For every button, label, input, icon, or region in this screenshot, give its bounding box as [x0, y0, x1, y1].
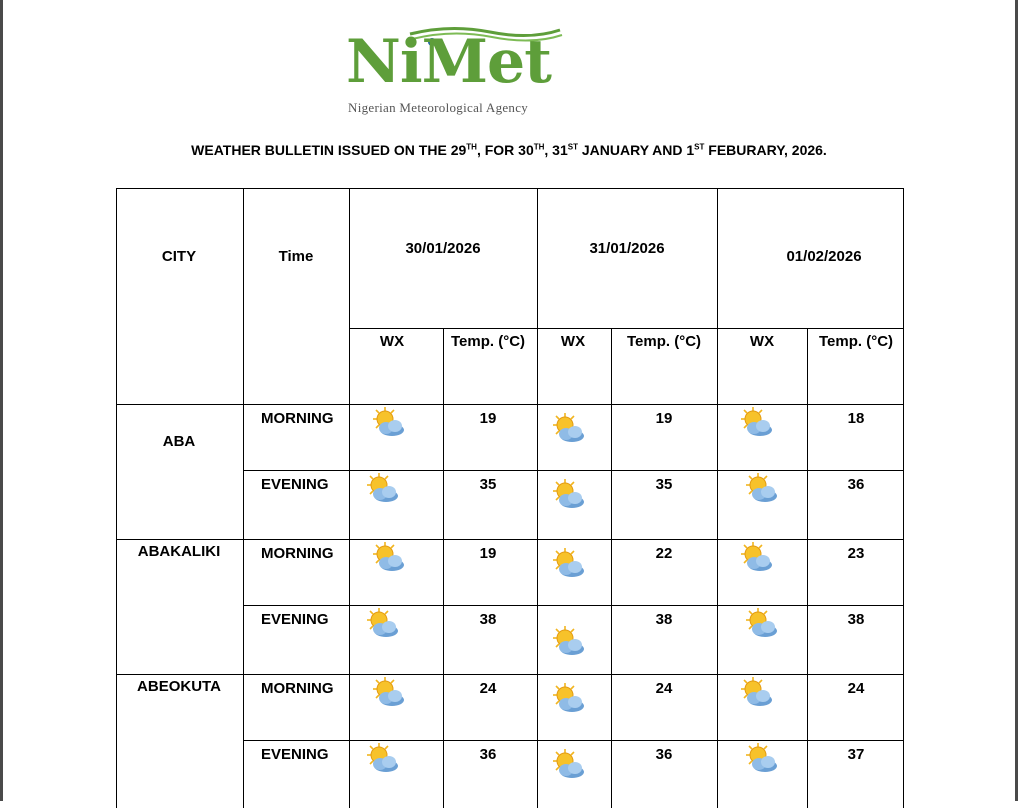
partly-cloudy-icon	[364, 742, 400, 776]
partly-cloudy-icon	[738, 676, 774, 710]
temperature-value: 36	[655, 746, 673, 763]
period-divider-rule	[243, 740, 904, 741]
city-name: ABEOKUTA	[137, 678, 221, 695]
period-label: EVENING	[261, 611, 329, 628]
wx-header: WX	[749, 333, 775, 350]
partly-cloudy-icon	[550, 547, 586, 581]
temp-header: Temp. (°C)	[626, 333, 702, 350]
date-header: 30/01/2026	[405, 240, 481, 257]
partly-cloudy-icon	[743, 742, 779, 776]
partly-cloudy-icon	[738, 541, 774, 575]
temperature-value: 23	[847, 545, 865, 562]
partly-cloudy-icon	[743, 472, 779, 506]
subheader-rule	[349, 328, 904, 329]
period-label: MORNING	[261, 680, 334, 697]
table-left-border	[116, 188, 117, 808]
page-edge-left	[0, 0, 3, 801]
temperature-value: 22	[655, 545, 673, 562]
temperature-value: 24	[847, 680, 865, 697]
wx-temp-divider-rule	[807, 328, 808, 808]
partly-cloudy-icon	[370, 406, 406, 440]
city-divider-rule	[116, 539, 904, 540]
temperature-value: 35	[655, 476, 673, 493]
date-divider-rule	[717, 188, 718, 808]
date-header: 31/01/2026	[589, 240, 665, 257]
partly-cloudy-icon	[364, 607, 400, 641]
city-name: ABAKALIKI	[137, 543, 221, 560]
logo-wordmark: NiMet	[346, 27, 551, 97]
city-divider-rule	[116, 674, 904, 675]
partly-cloudy-icon	[743, 607, 779, 641]
partly-cloudy-icon	[550, 412, 586, 446]
partly-cloudy-icon	[550, 682, 586, 716]
temperature-value: 18	[847, 410, 865, 427]
partly-cloudy-icon	[364, 472, 400, 506]
city-name: ABA	[162, 433, 196, 450]
time-column-rule	[349, 188, 350, 808]
partly-cloudy-icon	[738, 406, 774, 440]
temperature-value: 24	[655, 680, 673, 697]
wx-header: WX	[379, 333, 405, 350]
period-divider-rule	[243, 470, 904, 471]
time-header: Time	[278, 248, 314, 265]
temperature-value: 36	[847, 476, 865, 493]
period-divider-rule	[243, 605, 904, 606]
temperature-value: 19	[479, 545, 497, 562]
date-header: 01/02/2026	[786, 248, 862, 265]
city-header: CITY	[161, 248, 197, 265]
partly-cloudy-icon	[550, 748, 586, 782]
temperature-value: 38	[655, 611, 673, 628]
temp-header: Temp. (°C)	[450, 333, 526, 350]
temperature-value: 19	[479, 410, 497, 427]
wx-temp-divider-rule	[611, 328, 612, 808]
partly-cloudy-icon	[550, 625, 586, 659]
nimet-logo	[340, 22, 570, 122]
wx-header: WX	[560, 333, 586, 350]
bulletin-title: WEATHER BULLETIN ISSUED ON THE 29TH, FOR 30TH, 31ST JANUARY AND 1ST FEBURARY, 2026.	[191, 142, 827, 158]
wx-temp-divider-rule	[443, 328, 444, 808]
period-label: EVENING	[261, 746, 329, 763]
temperature-value: 38	[479, 611, 497, 628]
agency-full-name: Nigerian Meteorological Agency	[348, 100, 529, 115]
temperature-value: 35	[479, 476, 497, 493]
temp-header: Temp. (°C)	[818, 333, 894, 350]
temperature-value: 38	[847, 611, 865, 628]
weather-table	[116, 188, 904, 808]
temperature-value: 36	[479, 746, 497, 763]
table-right-border	[903, 188, 904, 808]
period-label: EVENING	[261, 476, 329, 493]
partly-cloudy-icon	[370, 676, 406, 710]
partly-cloudy-icon	[370, 541, 406, 575]
header-bottom-rule	[116, 404, 904, 405]
partly-cloudy-icon	[550, 478, 586, 512]
period-label: MORNING	[261, 545, 334, 562]
table-top-border	[116, 188, 904, 189]
date-divider-rule	[537, 188, 538, 808]
temperature-value: 19	[655, 410, 673, 427]
period-label: MORNING	[261, 410, 334, 427]
city-column-rule	[243, 188, 244, 808]
temperature-value: 24	[479, 680, 497, 697]
temperature-value: 37	[847, 746, 865, 763]
